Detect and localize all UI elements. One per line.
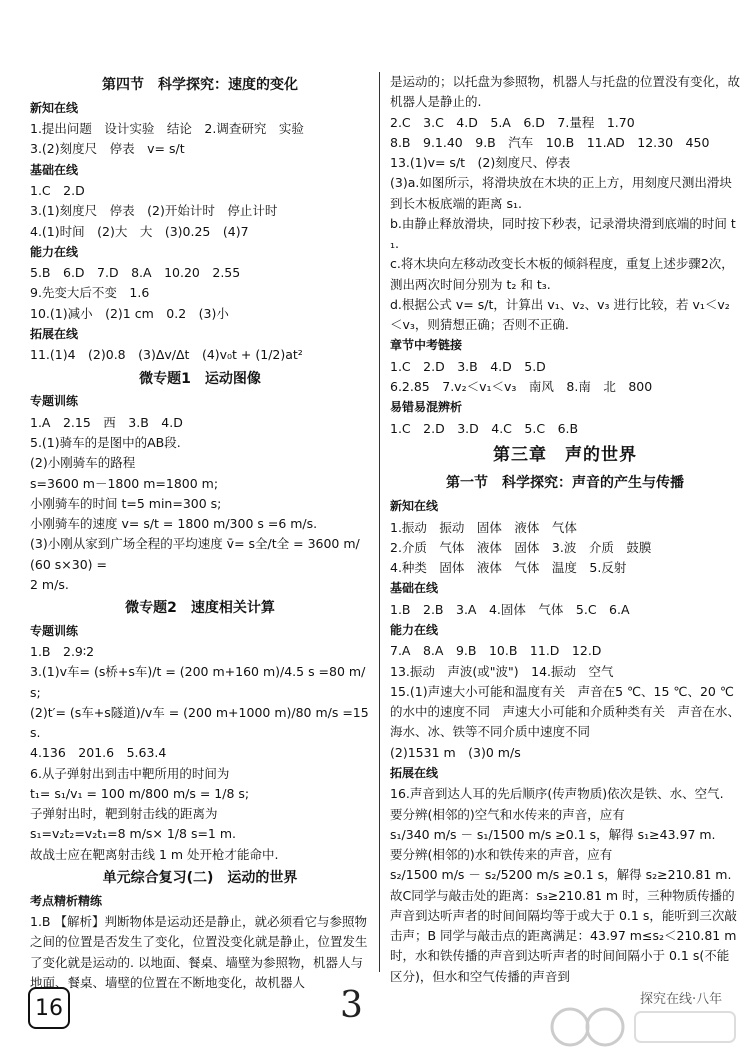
subsection-heading: 基础在线 [390, 581, 439, 596]
text-line: 是运动的；以托盘为参照物，机器人与托盘的位置没有变化，故机器人是静止的. [390, 74, 741, 110]
text-line: 2.介质 气体 液体 固体 3.波 介质 鼓膜 [390, 539, 652, 555]
text-line: 1.振动 振动 固体 液体 气体 [390, 519, 577, 535]
text-line: 1.C 2.D 3.D 4.C 5.C 6.B [390, 420, 579, 436]
subsection-heading: 拓展在线 [390, 765, 439, 780]
text-line: 10.(1)减小 (2)1 cm 0.2 (3)小 [30, 305, 229, 321]
text-line: (2)小刚骑车的路程 [30, 455, 136, 471]
subsection-heading: 能力在线 [30, 244, 79, 259]
text-line: (3)a.如图所示，将滑块放在木块的正上方，用刻度尺测出滑块到长木板底端的距离 s₁. [390, 175, 732, 211]
text-line: 小刚骑车的时间 t=5 min=300 s; [30, 495, 222, 511]
text-line: 1.B 2.B 3.A 4.固体 气体 5.C 6.A [390, 601, 630, 617]
text-line: 故战士应在靶离射击线 1 m 处开枪才能命中. [30, 846, 279, 862]
text-line: 要分辨(相邻的)水和铁传来的声音，应有 [390, 847, 613, 863]
subsection-heading: 新知在线 [390, 499, 439, 514]
text-line: 6.2.85 7.v₂＜v₁＜v₃ 南风 8.南 北 800 [390, 378, 653, 394]
column-divider [379, 72, 380, 972]
text-line: 1.提出问题 设计实验 结论 2.调查研究 实验 [30, 121, 304, 137]
subsection-heading: 考点精析精练 [30, 893, 103, 908]
text-line: (2)t′= (s车+s隧道)/v车 = (200 m+1000 m)/80 m/s =15 s. [30, 704, 373, 741]
text-line: 15.(1)声速大小可能和温度有关 声音在5 ℃、15 ℃、20 ℃的水中的速度不同 声速大小可能和介质种类有关 声音在水、海水、冰、铁等不同介质中速度不同 [390, 683, 741, 740]
section-title: 第四节 科学探究：速度的变化 [102, 77, 298, 93]
text-line: 7.A 8.A 9.B 10.B 11.D 12.D [390, 643, 602, 659]
subsection-heading: 新知在线 [30, 100, 79, 115]
text-line: 5.B 6.D 7.D 8.A 10.20 2.55 [30, 265, 241, 281]
text-line: 1.B 2.9∶2 [30, 644, 95, 660]
page-number: 16 [28, 987, 70, 1029]
text-line: s=3600 m－1800 m=1800 m; [30, 475, 219, 491]
text-line: c.将木块向左移动改变长木板的倾斜程度，重复上述步骤2次，测出两次时间分别为 t₂ 和 t₃. [390, 256, 734, 292]
text-line: 13.(1)v= s/t (2)刻度尺、停表 [390, 155, 571, 170]
left-column [30, 72, 373, 993]
text-line: 16.声音到达人耳的先后顺序(传声物质)依次是铁、水、空气. 要分辨(相邻的)空气和水传来的声音，应有 [390, 786, 728, 822]
text-line: t₁= s₁/v₁ = 100 m/800 m/s = 1/8 s; [30, 785, 250, 801]
text-line: s₁=v₂t₂=v₂t₁=8 m/s× 1/8 s=1 m. [30, 826, 237, 842]
text-line: 6.从子弹射出到击中靶所用的时间为 [30, 765, 230, 781]
text-line: b.由静止释放滑块，同时按下秒表，记录滑块滑到底端的时间 t₁. [390, 215, 736, 251]
chapter-title: 第三章 声的世界 [493, 444, 637, 465]
section-title: 单元综合复习(二) 运动的世界 [102, 869, 298, 886]
text-line: 8.B 9.1.40 9.B 汽车 10.B 11.AD 12.30 450 [390, 134, 710, 150]
text-line: 13.振动 声波(或"波") 14.振动 空气 [390, 663, 614, 679]
text-line: s₂/1500 m/s － s₂/5200 m/s ≥0.1 s，解得 s₂≥210.81 m. [390, 867, 732, 883]
subsection-heading: 专题训练 [30, 394, 79, 409]
text-line: 3.(2)刻度尺 停表 v= s/t [30, 141, 185, 157]
text-line: 4.136 201.6 5.63.4 [30, 745, 167, 761]
text-line: 小刚骑车的速度 v= s/t = 1800 m/300 s =6 m/s. [30, 516, 318, 532]
text-line: 2.C 3.C 4.D 5.A 6.D 7.量程 1.70 [390, 114, 635, 130]
footer-brand: 探究在线·八年 [640, 992, 723, 1007]
text-line: 1.A 2.15 西 3.B 4.D [30, 414, 183, 430]
subsection-heading: 章节中考链接 [390, 338, 463, 353]
handwritten-mark: 3 [340, 985, 363, 1026]
subsection-heading: 拓展在线 [30, 326, 79, 341]
subsection-heading: 基础在线 [30, 162, 79, 177]
text-line: 11.(1)4 (2)0.8 (3)Δv/Δt (4)v₀t + (1/2)at² [30, 347, 303, 363]
section-title: 第一节 科学探究：声音的产生与传播 [446, 475, 684, 492]
section-title: 微专题2 速度相关计算 [125, 600, 275, 617]
text-line: (2)1531 m (3)0 m/s [390, 744, 521, 760]
text-line: (3)小刚从家到广场全程的平均速度 v̄= s全/t全 = 3600 m/(60 s×30) = [30, 536, 360, 572]
text-line: 1.C 2.D [30, 183, 85, 199]
text-line: s₁/340 m/s － s₁/1500 m/s ≥0.1 s，解得 s₁≥43.97 m. [390, 826, 716, 842]
text-line: d.根据公式 v= s/t，计算出 v₁、v₂、v₃ 进行比较，若 v₁＜v₂＜v₃，则猜想正确；否则不正确. [390, 296, 730, 332]
text-line: 故C同学与敲击处的距离：s₃≥210.81 m 时，三种物质传播的声音到达听声者的时间间隔均等于或大于 0.1 s，能听到三次敲击声；B 同学与敲击点的距离满足：43.97 m≤s₂＜210.81 m 时，水和铁传播的声音到达听声者的时间间隔小于 0.1 s(不能区分)，但水和空气传播的声音到 [390, 887, 741, 984]
subsection-heading: 易错易混辨析 [390, 400, 463, 415]
text-line: 9.先变大后不变 1.6 [30, 285, 150, 301]
text-line: 4.种类 固体 液体 气体 温度 5.反射 [390, 560, 627, 576]
text-line: 2 m/s. [30, 576, 69, 592]
section-title: 微专题1 运动图像 [139, 370, 261, 387]
text-line: 子弹射出时，靶到射击线的距离为 [30, 806, 218, 822]
right-column [390, 72, 740, 987]
text-line: 3.(1)刻度尺 停表 (2)开始计时 停止计时 [30, 203, 278, 219]
text-line: 5.(1)骑车的是图中的AB段. [30, 435, 181, 451]
subsection-heading: 专题训练 [30, 623, 79, 638]
text-line: 3.(1)v车= (s桥+s车)/t = (200 m+160 m)/4.5 s =80 m/s; [30, 664, 366, 700]
text-line: 1.C 2.D 3.B 4.D 5.D [390, 358, 546, 374]
subsection-heading: 能力在线 [390, 622, 439, 637]
text-line: 4.(1)时间 (2)大 大 (3)0.25 (4)7 [30, 223, 249, 239]
watermark-logo-icon [545, 1002, 745, 1052]
text-line: 1.B 【解析】判断物体是运动还是静止，就必须看它与参照物之间的位置是否发生了变化，位置没变化就是静止，位置发生了变化就是运动的. 以地面、餐桌、墙壁为参照物，机器人与地面、餐桌、墙壁的位置在不断地变化，故机器人 [30, 914, 368, 990]
